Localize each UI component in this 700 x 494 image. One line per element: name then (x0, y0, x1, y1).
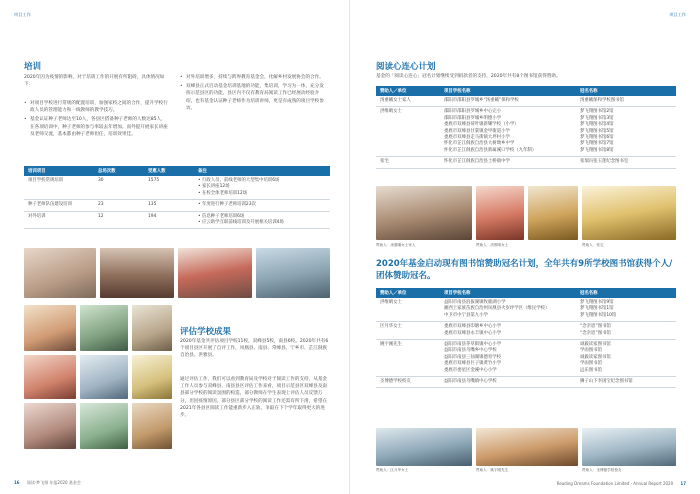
th-sponsor: 赞助人／单位 (376, 86, 440, 96)
bullet-item: • 基金认证种子老师达至10人，各县区搭备种子老师的人数达85人，在各项培训中，种子老师的参与率较去年增加。而外提开展家长讲座及老师交流，基本都由种子老师担任，培训效果佳。 (24, 116, 170, 138)
photo-caption: 赞助人：汤重曦女士家人 (376, 243, 416, 247)
library-line: 学雨图书馆 (580, 361, 602, 367)
cell-notes (194, 200, 330, 211)
note-item: • 年度进行种子老师培训23次 (198, 202, 326, 208)
evaluation-photo (132, 305, 172, 351)
page-number-right: 17 (680, 481, 686, 486)
school-line: 益阳市南县三仙湖镇德育学校 (444, 354, 502, 360)
library-line: 诚毅读家图书馆 (580, 354, 611, 360)
cell-sponsor: 洪维晴女士 (376, 298, 440, 322)
school-line: 邵阳市邵阳县罗城乡明德小学 (444, 115, 502, 121)
th-people: 受惠人数 (144, 166, 194, 176)
sponsor-photo (476, 186, 524, 240)
cell-sponsor: 姚宇刚先生 (376, 340, 440, 377)
note-item: • 在校全体老师培训12场 (198, 191, 326, 197)
note-item: • 应云助学互联前线培训及开展相关培训4场 (198, 220, 326, 226)
cell-notes (194, 211, 330, 229)
training-photo (24, 248, 96, 298)
library-line: 梦飞翔图书馆6馆 (580, 135, 614, 141)
right-page (350, 0, 700, 494)
evaluation-photo (80, 305, 128, 351)
training-photo (178, 248, 252, 298)
cell-school (440, 340, 576, 377)
table-row (376, 157, 676, 168)
bullet-item: • 双峰县正式启动基金培训基地的功能，集培训，学习为一体，充分发挥示范县区的功能，县区内不仅有教育局阅读工作已经展动经验介绍，也有基金认证种子老师作为培训讲师，更是有成熟的项目学校参访。 (180, 83, 328, 112)
school-line: 益阳市南县乌嘴乡中心学校 (444, 348, 497, 354)
cell-sponsor: 区月华女士 (376, 322, 440, 340)
library-line: 梦飞翔图书馆10馆 (580, 312, 617, 318)
note-item: • 家长讲座12场 (198, 184, 326, 190)
cell-project: 项目学校常规培训 (24, 176, 94, 200)
th-school: 项目学校名称 (440, 86, 576, 96)
cell-sponsor: 张宅 (376, 157, 440, 168)
cell-library-name: 汤重曦保和学校图书馆 (576, 96, 676, 107)
library-line: 学雨图书馆 (580, 348, 602, 354)
library-line: 梦飞翔图书馆3馆 (580, 115, 614, 121)
page-number-left: 16 (14, 480, 20, 485)
note-item: • 信息种子老师培训6场 (198, 214, 326, 220)
cell-school (440, 107, 576, 157)
cell-school (440, 322, 576, 340)
table-row (24, 176, 330, 200)
sponsor-photo (376, 428, 472, 466)
evaluation-para-2: 通过评估工作，我们可以看到教育局及学校对于阅读工作的支持，从基金工作人员参与双峰县，南县县区评估工作来看，项目示范县区双峰县及南县部分学校的阅读氛围的构造，部分教师在学生表现上评估人员反馈万分，但因疫情原因，部分县区部分学校的阅读工作还需有所下滑，希望在2021年各县区阅读工作能重新步入正轨，争取在下个学年取得更大的进步。 (180, 377, 328, 419)
evaluation-photo (24, 355, 76, 399)
cell-people: 135 (144, 200, 194, 211)
footer-left-text: 阅读·梦飞翔 年报2020 基金会 (26, 480, 81, 485)
school-line: 中卫市中宁县第九小学 (444, 312, 488, 318)
sponsor-photo (582, 428, 676, 466)
bullet-item: • 对外培训增多，持续与跨界教育基金会，化解乡村发展协会的合作。 (180, 74, 328, 81)
footer-right-text: Reading Dreams Foundation Limited · Annual Report 2020 (556, 481, 674, 486)
th-notes: 备注 (194, 166, 330, 176)
training-bullets-left (24, 100, 170, 140)
photo-caption: 赞助人：张宅 (582, 243, 604, 247)
cell-school: 怀化市芷江侗族自治县土桥镇中学 (440, 157, 576, 168)
training-photo (100, 248, 174, 298)
th-library-name: 冠名名称 (576, 86, 676, 96)
sponsor-photo (528, 186, 578, 240)
school-line: 益阳市南县浪拔湖镇牧鹿湖小学 (444, 300, 506, 305)
library-line: 诚毅读家图书馆 (580, 342, 611, 348)
cell-project: 对外培训 (24, 211, 94, 229)
library-plan-title: 2020年基金启动现有图书馆赞助冠名计划，全年共有9所学校图书馆获得个人/团体赞助冠名。 (376, 259, 673, 281)
table-row (376, 96, 676, 107)
cell-sponsor: 汤重曦女士家人 (376, 96, 440, 107)
table-row (376, 377, 676, 388)
evaluation-photo (132, 403, 172, 449)
table-row (376, 107, 676, 157)
cell-library-name (576, 107, 676, 157)
sponsor-photo (476, 428, 578, 466)
section-tag-left: 项目工作 (14, 12, 31, 17)
library-line: 梦飞翔图书馆9馆 (580, 300, 614, 305)
cell-notes (194, 176, 330, 200)
training-table (24, 166, 330, 229)
th-sponsor: 赞助人／单位 (376, 288, 440, 298)
th-sessions: 总场次数 (94, 166, 144, 176)
cell-library-name (576, 298, 676, 322)
cell-school: 邵阳市邵阳县罗城乡“汤重曦”保和学校 (440, 96, 576, 107)
cell-sessions: 30 (94, 176, 144, 200)
school-line: 娄底市双峰县永丰镇中心小学 (444, 330, 502, 336)
school-line: 怀化市芷江侗族自治县新属溪口学校（九年制） (444, 147, 537, 153)
library-line: 梦飞翔图书馆1馆 (580, 306, 614, 312)
th-project: 培训项目 (24, 166, 94, 176)
bullet-item: • 对项目学校进行常规的配置培训，加强家校之间的合作，提升学校行政人员的管理能力和一线教师的教学技巧。 (24, 100, 170, 114)
library-line: “念亲恩”图书馆 (580, 330, 611, 336)
evaluation-photo (80, 403, 128, 449)
cell-library-name: 狮子山下李国宝纪念图书馆 (576, 377, 676, 388)
library-line: 梦飞翔图书馆8馆 (580, 147, 614, 153)
school-line: 湘西土家族苗族自治州凤凰县火岁坪学区（维民学校） (444, 306, 550, 312)
table-row (24, 200, 330, 211)
table-row (376, 322, 676, 340)
school-line: 娄底市双峰县巨子镇黄竹小学 (444, 361, 502, 367)
evaluation-title: 评估学校成果 (180, 327, 232, 337)
th-school: 项目学校名称 (440, 288, 576, 298)
library-line: 远乐图书馆 (580, 367, 602, 373)
school-line: 娄底市双峰县荷叶镇新耀学校（小学） (444, 122, 519, 128)
library-line: 梦飞翔图书馆7馆 (580, 141, 614, 147)
cell-sessions: 23 (94, 200, 144, 211)
photo-caption: 赞助人：姚宇刚先生 (476, 468, 509, 472)
table-row (24, 211, 330, 229)
cell-library-name (576, 322, 676, 340)
photo-caption: 赞助人：圣博德学校校友 (582, 468, 622, 472)
school-line: 怀化市芷江侗族自治县大树坳乡中学 (444, 141, 515, 147)
sponsor-photo (376, 186, 472, 240)
school-line: 娄底市娄星区金溪中心小学 (444, 367, 497, 373)
training-intro: 2020年因为疫情的影响，对于培训工作的开展有所阻碍，具体情况如下： (24, 75, 165, 88)
school-line: 娄底市双峰县走马街镇大坪村小学 (444, 135, 510, 141)
cell-school: 益阳市南县乌嘴镇中心学校 (440, 377, 576, 388)
reading-plan-title: 阅读心连心计划 (376, 62, 436, 72)
training-title: 培训 (24, 62, 42, 72)
reading-plan-intro: 基金的「阅读心连心」冠名计划继续受到捐款者的支持，2020年共有8个图书馆获得赞助。 (376, 74, 561, 79)
library-line: 梦飞翔图书馆2馆 (580, 109, 614, 115)
school-line: 益阳市南县茅草街镇中心小学 (444, 342, 502, 348)
library-line: 梦飞翔图书馆5馆 (580, 128, 614, 134)
evaluation-photo (24, 305, 76, 351)
reading-plan-table (376, 86, 676, 169)
cell-people: 1575 (144, 176, 194, 200)
footer-left (14, 480, 81, 486)
th-library-name: 冠名名称 (576, 288, 676, 298)
training-bullets-right (180, 74, 328, 114)
library-plan-table (376, 288, 676, 388)
school-line: 娄底市双峰县印塘乡中心小学 (444, 324, 502, 330)
photo-caption: 赞助人：洪维晴女士 (476, 243, 509, 247)
evaluation-para-1: 2020年基金共评估项目学校11校，双峰县5校，南县6校。2020年共有6个项目县区开展了自评工作，凤凰县、南县、常峰县、宁乡市、芷江侗族自治县、洪雅县。 (180, 339, 329, 359)
cell-project: 种子老师队伍建设培训 (24, 200, 94, 211)
cell-school (440, 298, 576, 322)
evaluation-photo (132, 355, 172, 399)
school-line: 娄底市双峰县甘棠镇金甲街道小学 (444, 128, 510, 134)
cell-sponsor: 洪维晴女士 (376, 107, 440, 157)
evaluation-photo (24, 403, 76, 449)
table-row (376, 340, 676, 377)
cell-library-name (576, 340, 676, 377)
library-line: 梦飞翔图书馆4馆 (580, 122, 614, 128)
sponsor-photo (582, 186, 676, 240)
school-line: 邵阳市邵阳县罗城乡中心完小 (444, 109, 502, 115)
photo-caption: 赞助人：区月华女士 (376, 468, 409, 472)
cell-people: 194 (144, 211, 194, 229)
section-tag-right: 项目工作 (669, 12, 686, 17)
cell-library-name: 张瑞冯张玉莲纪念图书室 (576, 157, 676, 168)
cell-sessions: 12 (94, 211, 144, 229)
footer-right (557, 481, 686, 486)
note-item: • 行政人员，前线老师的大型集中培训6场 (198, 178, 326, 184)
table-row (376, 298, 676, 322)
training-photo (256, 248, 330, 298)
library-line: “念亲恩”图书馆 (580, 324, 611, 330)
evaluation-photo (80, 355, 128, 399)
cell-sponsor: 圣博德学校校友 (376, 377, 440, 388)
